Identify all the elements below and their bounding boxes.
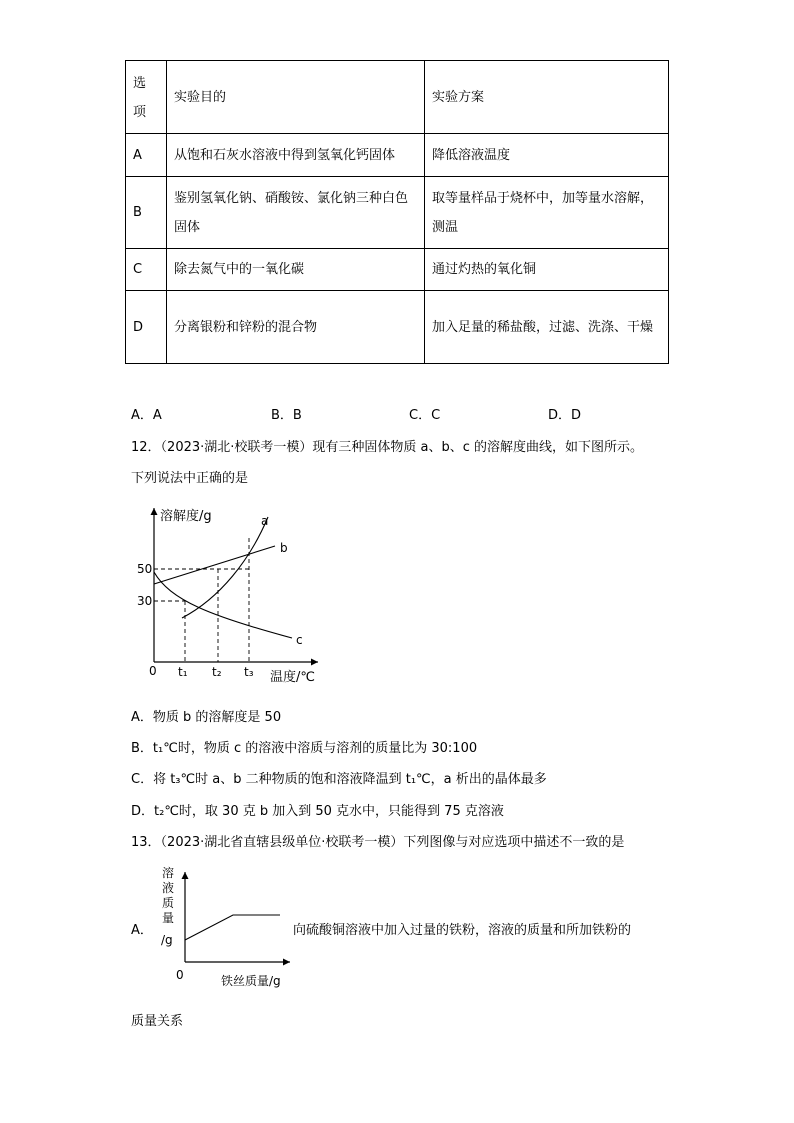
origin-label: 0 [149,664,157,678]
solubility-chart [137,500,340,690]
q11-option-a: A．A [131,408,162,423]
table-row [126,249,669,291]
row-purpose: 除去氮气中的一氧化碳 [167,249,425,291]
row-option: B [126,177,167,249]
header-option: 选项 [126,61,167,134]
q12-option-d: D．t₂℃时，取 30 克 b 加入到 50 克水中，只能得到 75 克溶液 [131,804,504,819]
row-plan: 取等量样品于烧杯中，加等量水溶解，测温 [425,177,669,249]
row-plan: 加入足量的稀盐酸，过滤、洗涤、干燥 [425,291,669,364]
q12-option-b: B．t₁℃时，物质 c 的溶液中溶质与溶剂的质量比为 30:100 [131,741,478,756]
q13-ylabel-3: 质 [162,896,175,910]
q12-option-c: C．将 t₃℃时 a、b 二种物质的饱和溶液降温到 t₁℃，a 析出的晶体最多 [131,772,547,787]
q11-option-c: C．C [409,408,441,423]
q11-option-d: D．D [548,408,582,423]
y-axis-label: 溶解度/g [160,509,212,524]
curve-b [154,546,275,584]
q13-origin: 0 [176,968,184,982]
header-purpose: 实验目的 [167,61,425,134]
q13-option-a-label: A． [131,923,153,938]
table-row [126,291,669,364]
x-tick-t3: t₃ [244,665,254,679]
row-purpose: 鉴别氢氧化钠、硝酸铵、氯化钠三种白色固体 [167,177,425,249]
experiment-table [125,60,669,364]
q13-ylabel-4: 量 [162,911,175,925]
q11-option-b: B．B [271,408,302,423]
table-header-row [126,61,669,134]
row-plan: 通过灼热的氧化铜 [425,249,669,291]
q12-stem-line1: 12．（2023·湖北·校联考一模）现有三种固体物质 a、b、c 的溶解度曲线，如下图所示。 [131,440,644,455]
curve-a-label: a [261,514,269,528]
row-option: A [126,134,167,177]
row-option: D [126,291,167,364]
q13-graph-a [155,862,305,992]
x-tick-t2: t₂ [212,665,222,679]
q13-ylabel-2: 液 [162,881,175,895]
q13-option-a-text-cont: 质量关系 [131,1014,184,1029]
q13-line [185,915,280,940]
q13-ylabel-5: /g [161,933,173,947]
y-tick-50: 50 [137,562,153,576]
header-plan: 实验方案 [425,61,669,134]
x-tick-t1: t₁ [178,665,188,679]
curve-c [154,572,292,638]
q12-stem-line2: 下列说法中正确的是 [131,471,249,486]
q13-option-a-text: 向硫酸铜溶液中加入过量的铁粉，溶液的质量和所加铁粉的 [293,923,632,938]
row-option: C [126,249,167,291]
row-plan: 降低溶液温度 [425,134,669,177]
q12-option-a: A．物质 b 的溶解度是 50 [131,710,282,725]
guide-lines [154,538,249,662]
table-row [126,134,669,177]
row-purpose: 分离银粉和锌粉的混合物 [167,291,425,364]
x-axis-label: 温度/℃ [270,670,315,685]
curve-a [182,517,268,618]
y-tick-30: 30 [137,594,153,608]
q13-ylabel-1: 溶 [162,866,175,880]
curve-c-label: c [296,633,303,647]
table-row [126,177,669,249]
row-purpose: 从饱和石灰水溶液中得到氢氧化钙固体 [167,134,425,177]
q13-xlabel: 铁丝质量/g [221,974,281,988]
curve-b-label: b [280,541,288,555]
q13-stem: 13．（2023·湖北省直辖县级单位·校联考一模）下列图像与对应选项中描述不一致的是 [131,835,625,850]
